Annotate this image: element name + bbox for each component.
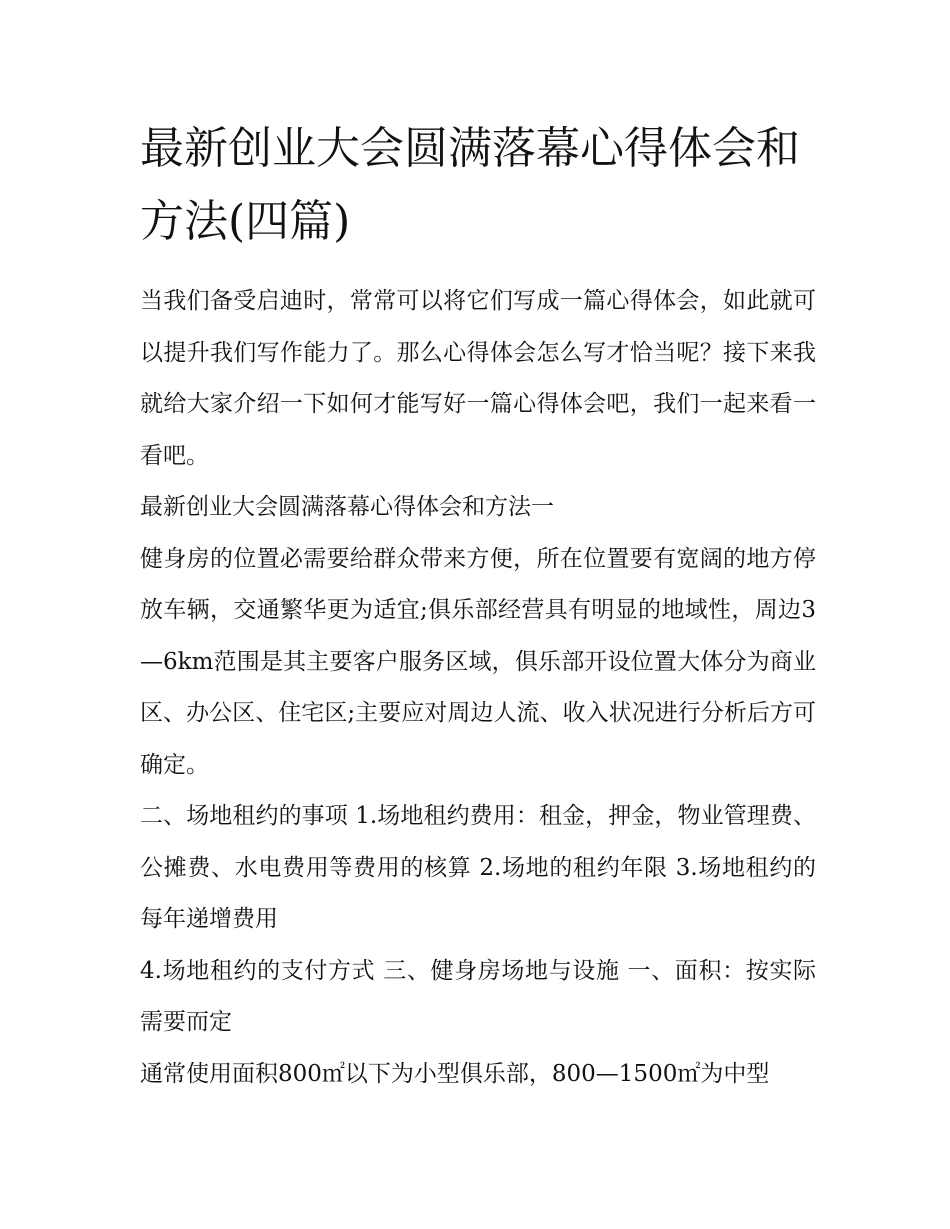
body-paragraph: 4.场地租约的支付方式 三、健身房场地与设施 一、面积：按实际需要而定 bbox=[140, 957, 816, 1035]
body-paragraph: 健身房的位置必需要给群众带来方便，所在位置要有宽阔的地方停放车辆，交通繁华更为适宜;俱乐部经营具有明显的地域性，周边3—6km范围是其主要客户服务区域，俱乐部开设位置大体分为商业区、办公区、住宅区;主要应对周边人流、收入状况进行分析后方可确定。 bbox=[140, 545, 816, 778]
body-paragraph: 二、场地租约的事项 1.场地租约费用：租金，押金，物业管理费、公摊费、水电费用等费用的核算 2.场地的租约年限 3.场地租约的每年递增费用 bbox=[140, 803, 816, 932]
body-paragraph: 通常使用面积800㎡以下为小型俱乐部，800—1500㎡为中型 bbox=[140, 1060, 770, 1087]
section-heading: 最新创业大会圆满落幕心得体会和方法一 bbox=[140, 494, 554, 520]
document-body bbox=[140, 276, 816, 1100]
document-title: 最新创业大会圆满落幕心得体会和方法(四篇) bbox=[140, 123, 800, 247]
intro-paragraph: 当我们备受启迪时，常常可以将它们写成一篇心得体会，如此就可以提升我们写作能力了。那么心得体会怎么写才恰当呢？接下来我就给大家介绍一下如何才能写好一篇心得体会吧，我们一起来看一看吧。 bbox=[140, 288, 816, 469]
